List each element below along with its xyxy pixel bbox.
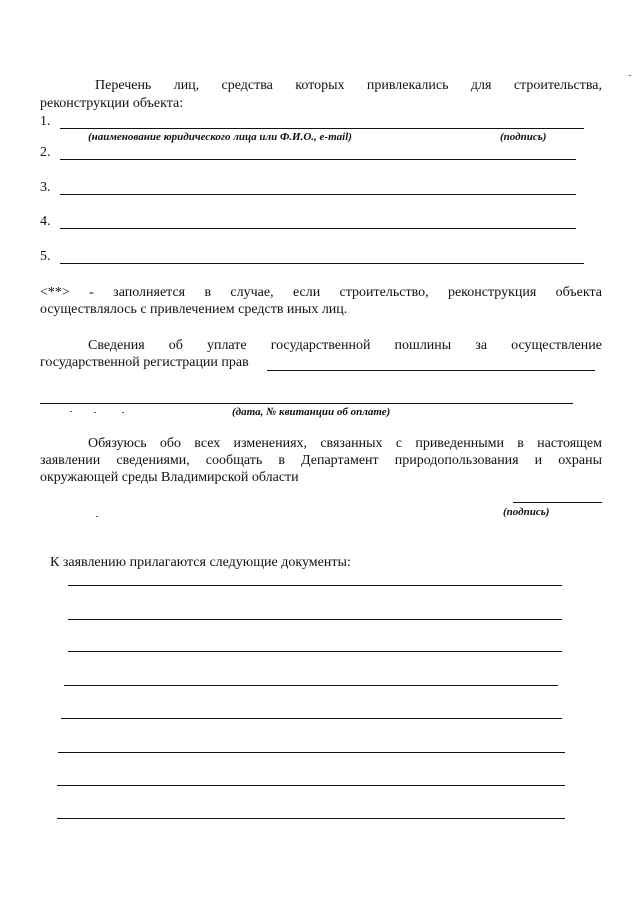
person-item-3-field[interactable] [60,194,576,195]
scan-speck [70,411,72,412]
person-name-caption: (наименование юридического лица или Ф.И.О., e-mail) [88,131,352,143]
attachments-heading: К заявлению прилагаются следующие документы: [50,555,351,570]
obligation-signature-field[interactable] [513,502,602,503]
attachment-field-3[interactable] [68,651,562,652]
fee-field-continued[interactable] [40,403,573,404]
scan-speck [629,75,631,76]
person-signature-caption: (подпись) [500,131,547,143]
person-item-4-field[interactable] [60,228,576,229]
note-line1: <**> - заполняется в случае, если строительство, реконструкция объекта [40,285,602,300]
scan-speck [122,412,124,413]
obligation-line2: заявлении сведениями, сообщать в Департамент природопользования и охраны [40,453,602,468]
attachment-field-6[interactable] [58,752,565,753]
fee-line2: государственной регистрации прав [40,355,249,370]
scan-speck [96,516,98,517]
person-item-5-field[interactable] [60,263,584,264]
attachment-field-2[interactable] [68,619,562,620]
obligation-signature-caption: (подпись) [503,506,550,518]
person-item-3-number: 3. [40,180,51,195]
person-item-5-number: 5. [40,249,51,264]
persons-intro-line1: Перечень лиц, средства которых привлекались для строительства, [95,78,602,93]
person-item-4-number: 4. [40,214,51,229]
scan-speck [94,412,96,413]
attachment-field-5[interactable] [61,718,562,719]
person-item-2-number: 2. [40,145,51,160]
obligation-line3: окружающей среды Владимирской области [40,470,299,485]
attachment-field-8[interactable] [57,818,565,819]
person-item-2-field[interactable] [60,159,576,160]
person-item-1-number: 1. [40,114,51,129]
persons-intro-line2: реконструкции объекта: [40,96,184,111]
person-item-1-field[interactable] [60,128,584,129]
fee-caption: (дата, № квитанции об оплате) [232,406,391,418]
attachment-field-7[interactable] [57,785,565,786]
attachment-field-4[interactable] [64,685,558,686]
fee-line1: Сведения об уплате государственной пошлины за осуществление [88,338,602,353]
note-line2: осуществлялось с привлечением средств иных лиц. [40,302,348,317]
obligation-line1: Обязуюсь обо всех изменениях, связанных с приведенными в настоящем [88,436,602,451]
attachment-field-1[interactable] [68,585,562,586]
fee-field[interactable] [267,370,595,371]
